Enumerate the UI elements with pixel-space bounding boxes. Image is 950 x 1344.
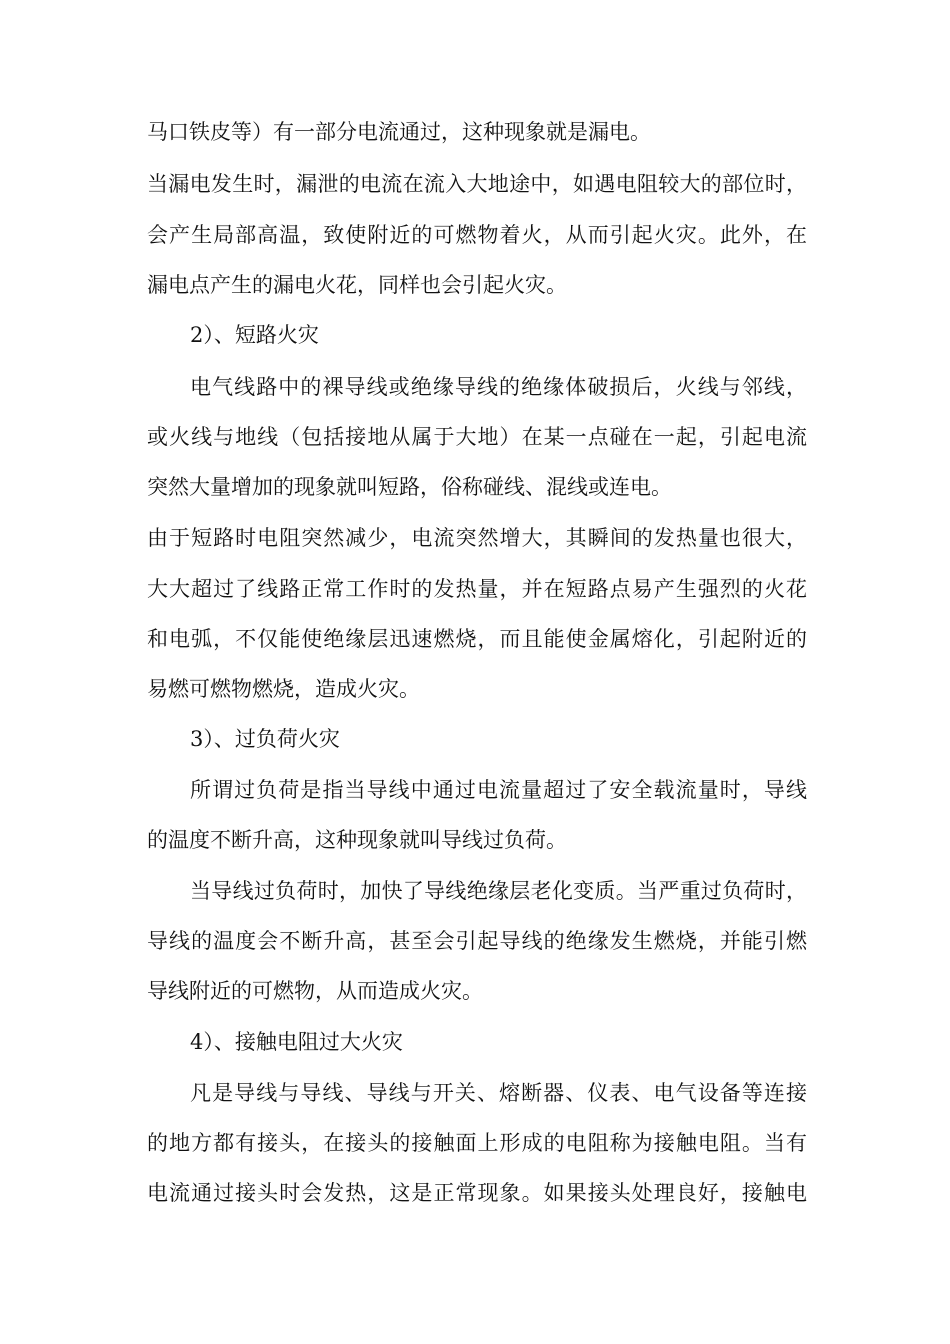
paragraph-line: 当导线过负荷时，加快了导线绝缘层老化变质。当严重过负荷时，: [190, 879, 807, 903]
section-heading: 4）、接触电阻过大火灾: [190, 1030, 403, 1054]
paragraph-line: 电流通过接头时会发热，这是正常现象。如果接头处理良好，接触电: [147, 1181, 807, 1205]
section-heading: 2）、短路火灾: [190, 323, 319, 347]
paragraph-line: 由于短路时电阻突然减少，电流突然增大，其瞬间的发热量也很大，: [147, 526, 807, 550]
paragraph-line: 漏电点产生的漏电火花，同样也会引起火灾。: [147, 273, 567, 297]
paragraph-line: 或火线与地线（包括接地从属于大地）在某一点碰在一起，引起电流: [147, 425, 807, 449]
paragraph-line: 易燃可燃物燃烧，造成火灾。: [147, 677, 420, 701]
paragraph-line: 导线附近的可燃物，从而造成火灾。: [147, 979, 483, 1003]
paragraph-line: 突然大量增加的现象就叫短路，俗称碰线、混线或连电。: [147, 475, 672, 499]
paragraph-line: 的地方都有接头，在接头的接触面上形成的电阻称为接触电阻。当有: [147, 1131, 807, 1155]
paragraph-line: 大大超过了线路正常工作时的发热量，并在短路点易产生强烈的火花: [147, 577, 807, 601]
paragraph-line: 的温度不断升高，这种现象就叫导线过负荷。: [147, 828, 567, 852]
paragraph-line: 当漏电发生时，漏泄的电流在流入大地途中，如遇电阻较大的部位时，: [147, 172, 807, 196]
paragraph-line: 电气线路中的裸导线或绝缘导线的绝缘体破损后，火线与邻线，: [190, 375, 807, 399]
paragraph-line: 和电弧，不仅能使绝缘层迅速燃烧，而且能使金属熔化，引起附近的: [147, 627, 807, 651]
paragraph-line: 马口铁皮等）有一部分电流通过，这种现象就是漏电。: [147, 120, 651, 144]
paragraph-line: 所谓过负荷是指当导线中通过电流量超过了安全载流量时，导线: [190, 778, 807, 802]
paragraph-line: 凡是导线与导线、导线与开关、熔断器、仪表、电气设备等连接: [190, 1081, 807, 1105]
paragraph-line: 会产生局部高温，致使附近的可燃物着火，从而引起火灾。此外，在: [147, 223, 807, 247]
section-heading: 3）、过负荷火灾: [190, 727, 340, 751]
paragraph-line: 导线的温度会不断升高，甚至会引起导线的绝缘发生燃烧，并能引燃: [147, 929, 807, 953]
